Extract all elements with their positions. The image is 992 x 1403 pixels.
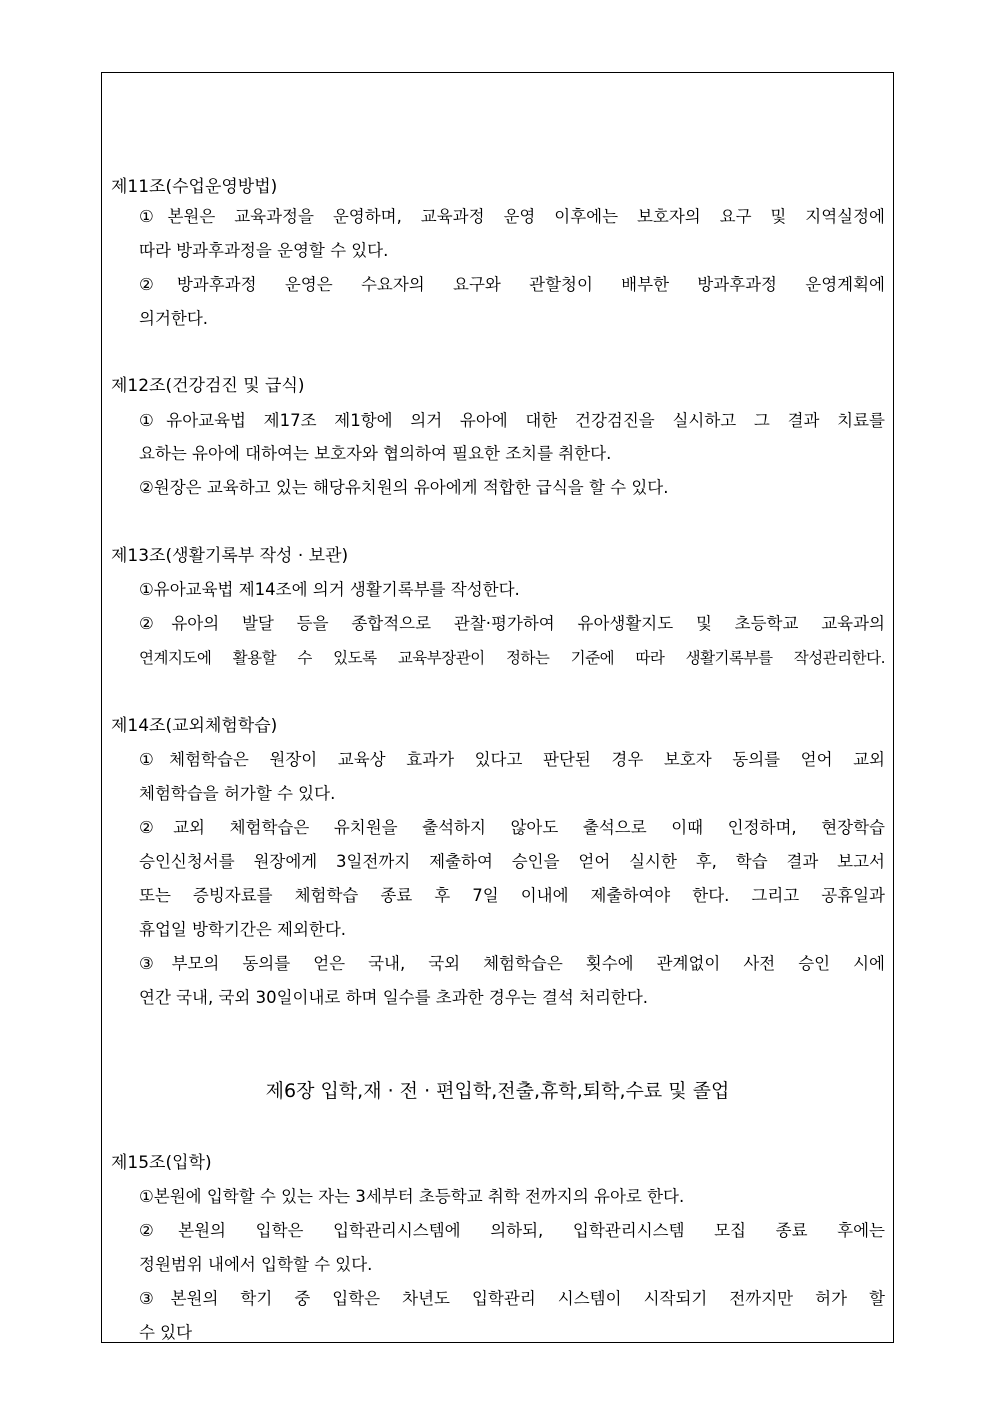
article-11-line-2: 따라 방과후과정을 운영할 수 있다.: [139, 241, 389, 260]
article-12-line-1: ①유아교육법 제17조 제1항에 의거 유아에 대한 건강검진을 실시하고 그 결과 치료를: [139, 411, 885, 430]
article-15-heading: 제15조(입학): [111, 1153, 212, 1173]
article-14-heading: 제14조(교외체험학습): [111, 716, 278, 736]
article-15-line-1: ①본원에 입학할 수 있는 자는 3세부터 초등학교 취학 전까지의 유아로 한다.: [139, 1187, 685, 1206]
article-15-line-2: ②본원의 입학은 입학관리시스템에 의하되, 입학관리시스템 모집 종료 후에는: [139, 1221, 885, 1240]
article-15-line-4: ③본원의 학기 중 입학은 차년도 입학관리 시스템이 시작되기 전까지만 허가 할: [139, 1289, 885, 1308]
article-14-line-7: ③부모의 동의를 얻은 국내, 국외 체험학습은 횟수에 관계없이 사전 승인 시에: [139, 954, 885, 973]
article-13-line-3: 연계지도에 활용할 수 있도록 교육부장관이 정하는 기준에 따라 생활기록부를 작성관리한다.: [139, 649, 885, 667]
article-11-line-1: ①본원은 교육과정을 운영하며, 교육과정 운영 이후에는 보호자의 요구 및 지역실정에: [139, 207, 885, 226]
article-14-line-3: ②교외 체험학습은 유치원을 출석하지 않아도 출석으로 이때 인정하며, 현장학습: [139, 818, 885, 837]
article-15-line-3: 정원범위 내에서 입학할 수 있다.: [139, 1255, 373, 1274]
article-13-line-2: ②유아의 발달 등을 종합적으로 관찰·평가하여 유아생활지도 및 초등학교 교육과의: [139, 614, 885, 633]
chapter-title: 제6장 입학,재 · 전 · 편입학,전출,휴학,퇴학,수료 및 졸업: [265, 1080, 730, 1102]
article-11-heading: 제11조(수업운영방법): [111, 177, 278, 197]
article-11-line-3: ②방과후과정 운영은 수요자의 요구와 관할청이 배부한 방과후과정 운영계획에: [139, 275, 885, 294]
article-11-line-4: 의거한다.: [139, 309, 209, 328]
article-14-line-6: 휴업일 방학기간은 제외한다.: [139, 920, 347, 939]
article-12-line-3: ②원장은 교육하고 있는 해당유치원의 유아에게 적합한 급식을 할 수 있다.: [139, 478, 669, 497]
article-14-line-5: 또는 증빙자료를 체험학습 종료 후 7일 이내에 제출하여야 한다. 그리고 공휴일과: [139, 886, 885, 905]
article-14-line-1: ①체험학습은 원장이 교육상 효과가 있다고 판단된 경우 보호자 동의를 얻어 교외: [139, 750, 885, 769]
article-14-line-2: 체험학습을 허가할 수 있다.: [139, 784, 336, 803]
article-12-heading: 제12조(건강검진 및 급식): [111, 376, 305, 396]
article-13-line-1: ①유아교육법 제14조에 의거 생활기록부를 작성한다.: [139, 580, 520, 599]
article-14-line-4: 승인신청서를 원장에게 3일전까지 제출하여 승인을 얻어 실시한 후, 학습 결과 보고서: [139, 852, 885, 871]
article-14-line-8: 연간 국내, 국외 30일이내로 하며 일수를 초과한 경우는 결석 처리한다.: [139, 988, 649, 1007]
article-13-heading: 제13조(생활기록부 작성 · 보관): [111, 546, 349, 566]
article-12-line-2: 요하는 유아에 대하여는 보호자와 협의하여 필요한 조치를 취한다.: [139, 444, 612, 463]
page-border: [101, 72, 894, 1343]
article-15-line-5: 수 있다: [139, 1323, 193, 1342]
